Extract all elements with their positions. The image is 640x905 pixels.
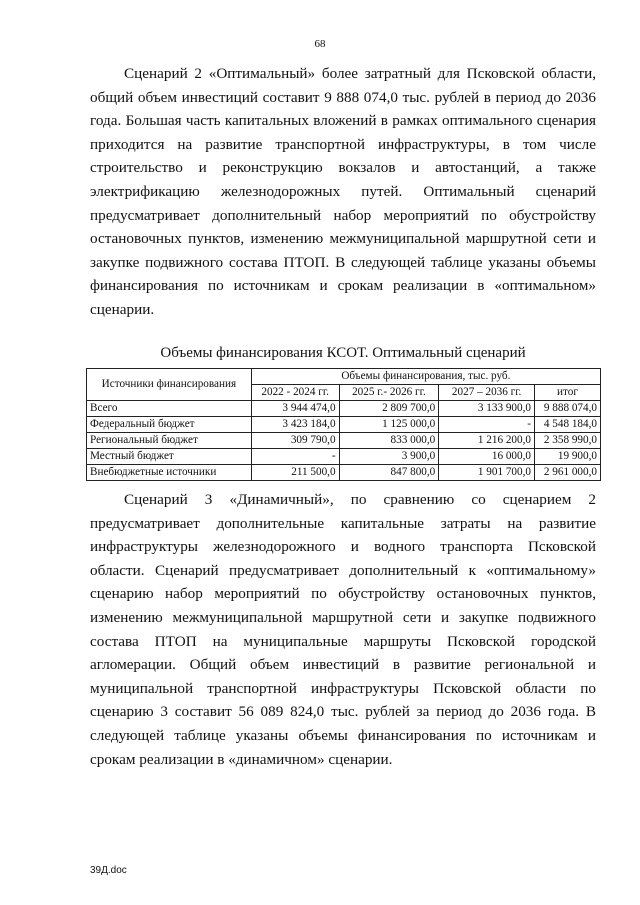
row-value: 3 423 184,0 xyxy=(251,417,339,433)
row-value: 211 500,0 xyxy=(251,465,339,481)
paragraph-scenario-3: Сценарий 3 «Динамичный», по сравнению со сценарием 2 предусматривает дополнительные капитальные затраты на развитие инфраструктуры железнодорожного и водного транспорта Псковской области. Сценарий предусматривает дополнительный к «оптимальному» сценарию набор мероприятий по обустройству остановочных пунктов, изменению межмуниципальной маршрутной сети и закупке подвижного состава ПТОП на муниципальные маршруты Псковской городской агломерации. Общий объем инвестиций в развитие региональной и муниципальной транспортной инфраструктуры Псковской области по сценарию 3 составит 56 089 824,0 тыс. рублей за период до 2036 года. В следующей таблице указаны объемы финансирования по источникам и срокам реализации в «динамичном» сценарии. xyxy=(90,491,596,768)
header-period: итог xyxy=(535,385,601,401)
table-row xyxy=(87,465,601,481)
row-value: 847 800,0 xyxy=(339,465,439,481)
row-source: Местный бюджет xyxy=(87,449,252,465)
row-value: 1 125 000,0 xyxy=(339,417,439,433)
row-value: 833 000,0 xyxy=(339,433,439,449)
row-value: - xyxy=(251,449,339,465)
table-title: Объемы финансирования КСОТ. Оптимальный сценарий xyxy=(160,345,526,361)
table-row xyxy=(87,401,601,417)
row-value: 9 888 074,0 xyxy=(535,401,601,417)
row-value: 1 216 200,0 xyxy=(439,433,535,449)
row-value: 2 961 000,0 xyxy=(535,465,601,481)
row-value: 4 548 184,0 xyxy=(535,417,601,433)
row-value: 2 809 700,0 xyxy=(339,401,439,417)
row-value: 309 790,0 xyxy=(251,433,339,449)
page-number: 68 xyxy=(314,38,326,50)
row-source: Региональный бюджет xyxy=(87,433,252,449)
row-value: - xyxy=(439,417,535,433)
header-group: Объемы финансирования, тыс. руб. xyxy=(251,369,600,385)
table-row xyxy=(87,433,601,449)
header-period: 2027 – 2036 гг. xyxy=(439,385,535,401)
table-row xyxy=(87,417,601,433)
header-source: Источники финансирования xyxy=(87,369,252,401)
row-source: Всего xyxy=(87,401,252,417)
row-value: 3 133 900,0 xyxy=(439,401,535,417)
row-source: Внебюджетные источники xyxy=(87,465,252,481)
header-period: 2025 г.- 2026 гг. xyxy=(339,385,439,401)
row-value: 1 901 700,0 xyxy=(439,465,535,481)
row-source: Федеральный бюджет xyxy=(87,417,252,433)
footer-filename: 39Д.doc xyxy=(90,865,127,876)
table-row xyxy=(87,449,601,465)
row-value: 3 900,0 xyxy=(339,449,439,465)
paragraph-scenario-2: Сценарий 2 «Оптимальный» более затратный для Псковской области, общий объем инвестиций составит 9 888 074,0 тыс. рублей в период до 2036 года. Большая часть капитальных вложений в рамках оптимального сценария приходится на развитие транспортной инфраструктуры, в том числе строительство и реконструкцию вокзалов и автостанций, а также электрификацию железнодорожных путей. Оптимальный сценарий предусматривает дополнительный набор мероприятий по обустройству остановочных пунктов, изменению межмуниципальной маршрутной сети и закупке подвижного состава ПТОП. В следующей таблице указаны объемы финансирования по источникам и срокам реализации в «оптимальном» сценарии. xyxy=(90,65,596,318)
row-value: 3 944 474,0 xyxy=(251,401,339,417)
row-value: 16 000,0 xyxy=(439,449,535,465)
table-header-row xyxy=(87,369,601,385)
financing-table xyxy=(86,368,601,481)
header-period: 2022 - 2024 гг. xyxy=(251,385,339,401)
row-value: 19 900,0 xyxy=(535,449,601,465)
row-value: 2 358 990,0 xyxy=(535,433,601,449)
